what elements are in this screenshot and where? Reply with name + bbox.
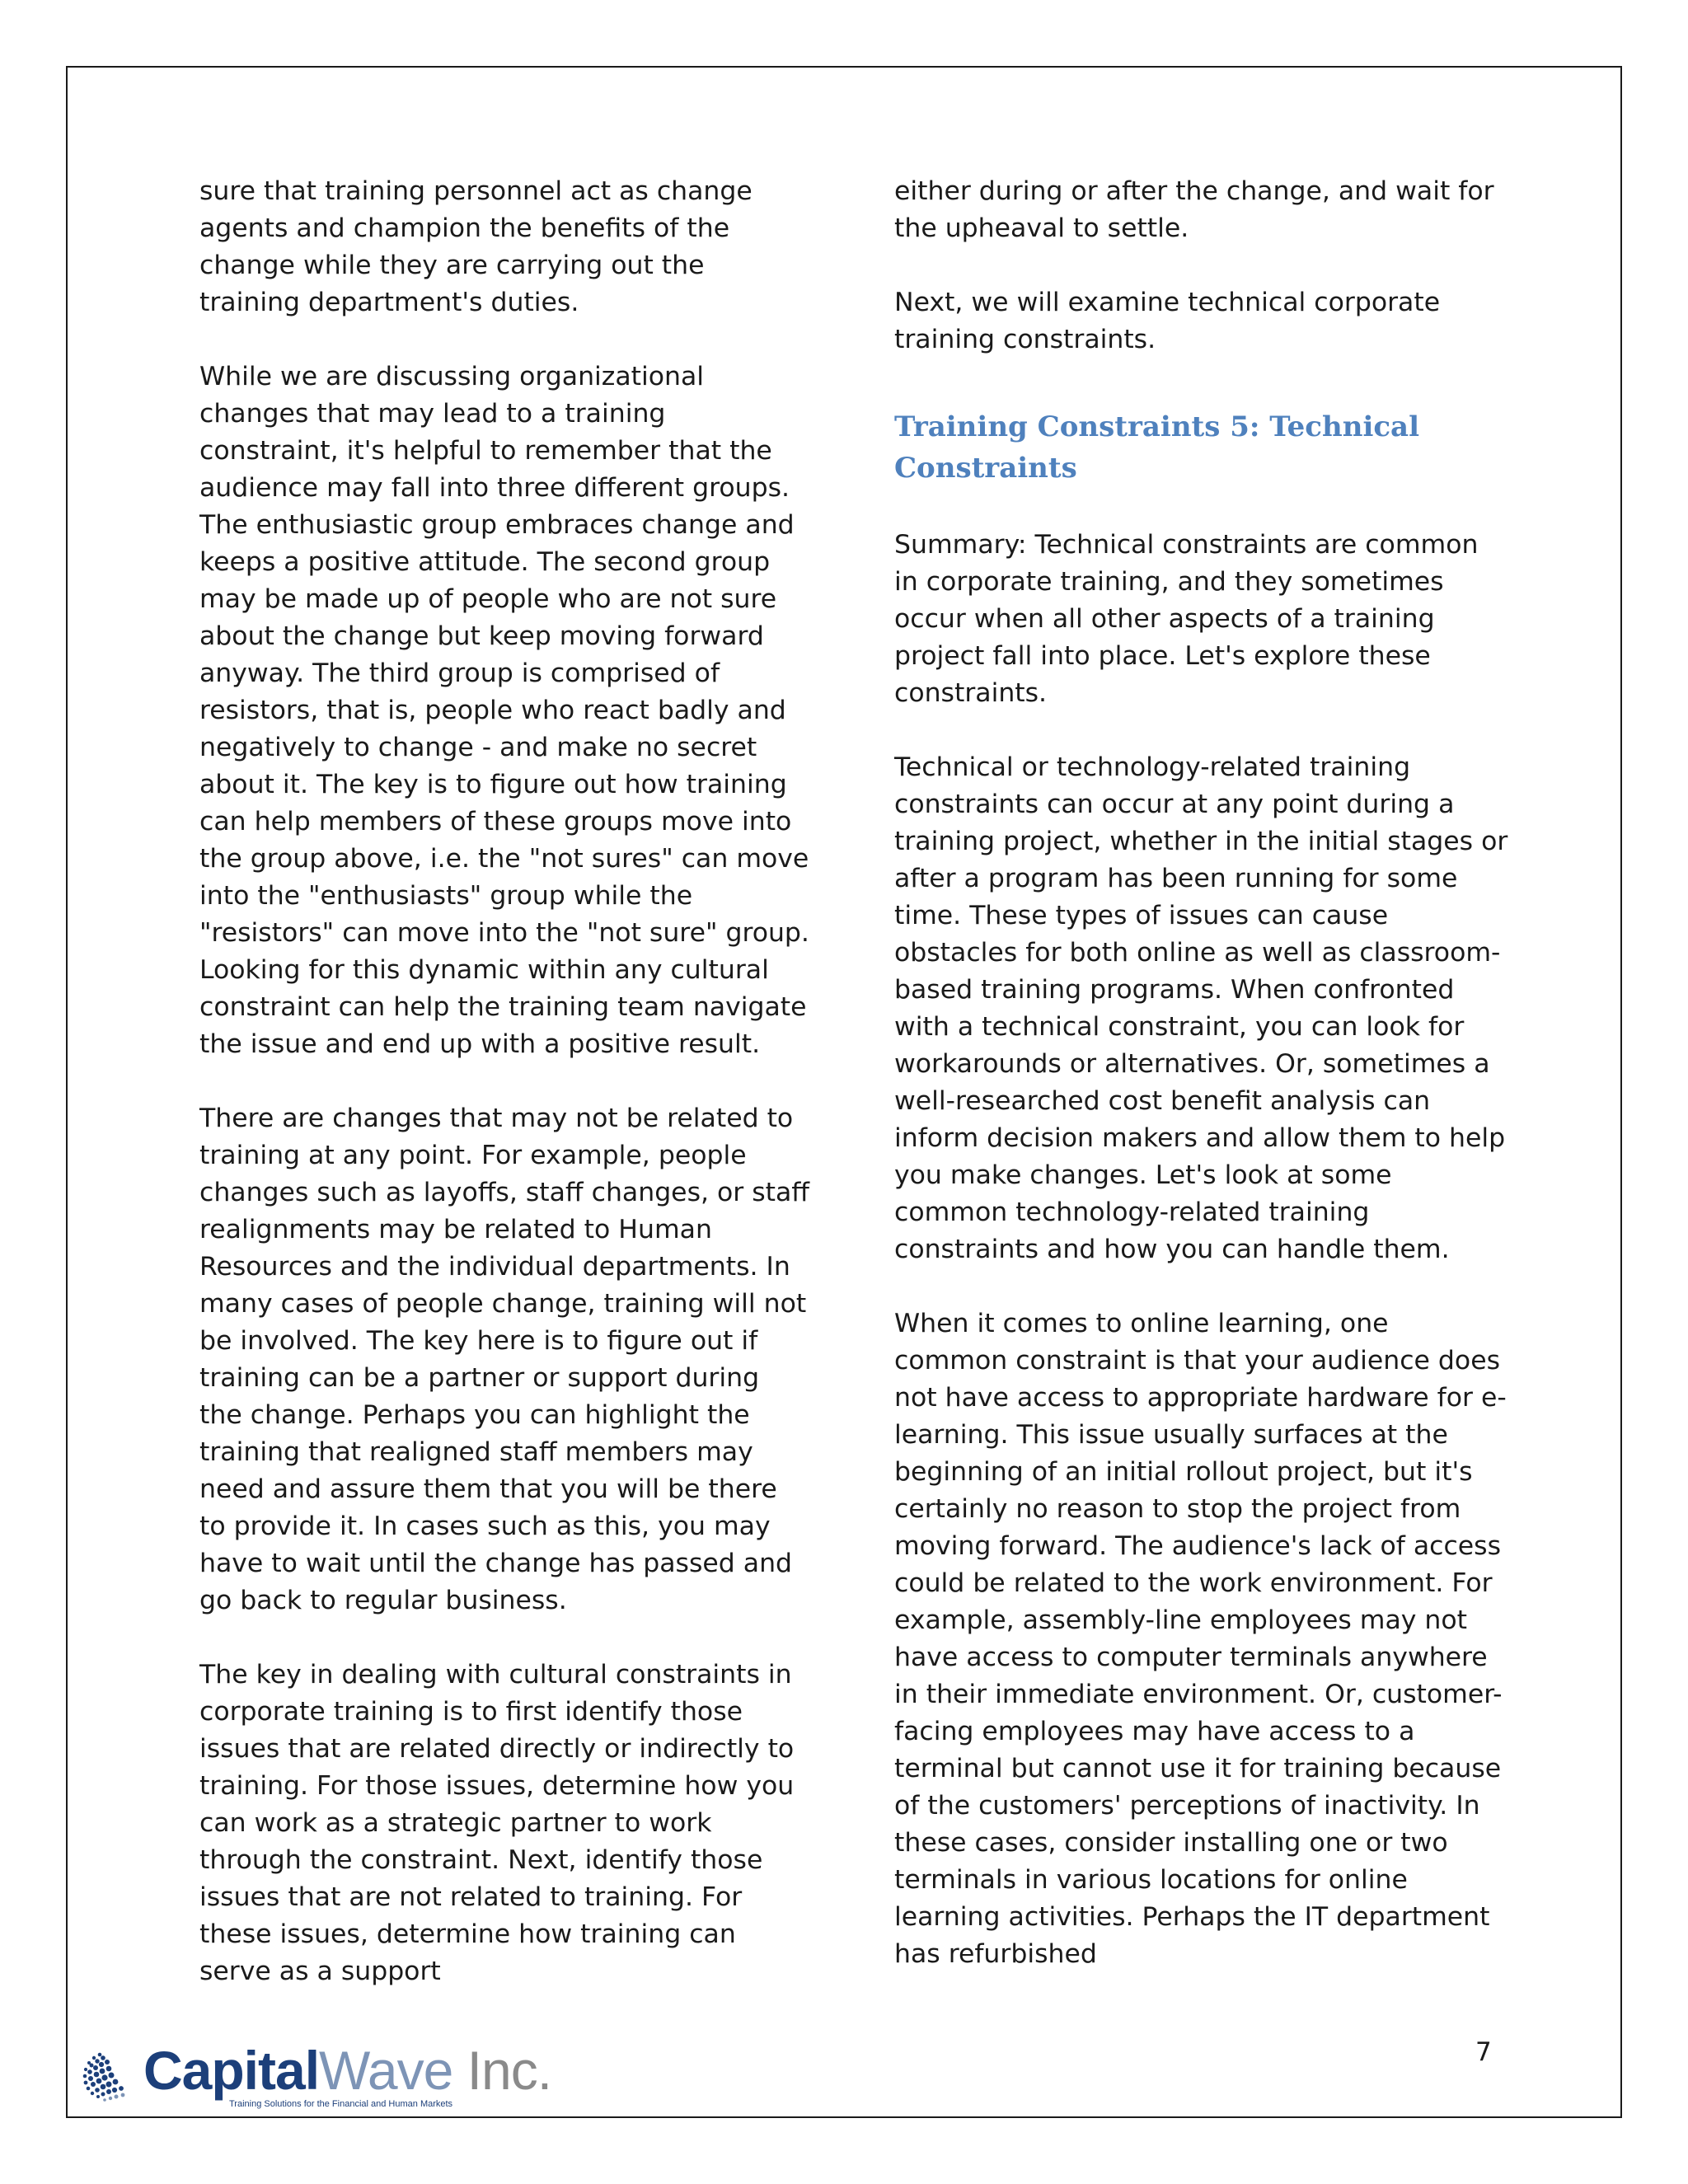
paragraph: sure that training personnel act as change agents and champion the benefits of the change while they are carrying out the training department's duties. <box>199 176 753 317</box>
paragraph: The key in dealing with cultural constraints in corporate training is to first identify those issues that are related directly or indirectly to training. For those issues, determine how you can work as a strategic partner to work through the constraint. Next, identify those issues that are not related to training. For these issues, determine how training can serve as a support <box>199 1660 795 1986</box>
left-column <box>199 173 809 2027</box>
paragraph: There are changes that may not be related to training at any point. For example, people changes such as layoffs, staff changes, or staff realignments may be related to Human Resources and the individual departments. In many cases of people change, training will not be involved. The key here is to figure out if training can be a partner or support during the change. Perhaps you can highlight the training that realigned staff members may need and assure them that you will be there to provide it. In cases such as this, you may have to wait until the change has passed and go back to regular business. <box>199 1104 810 1615</box>
paragraph: either during or after the change, and wait for the upheaval to settle. <box>894 176 1494 243</box>
logo-word-inc: Inc. <box>452 2040 552 2101</box>
paragraph: Next, we will examine technical corporate training constraints. <box>894 288 1441 354</box>
right-column <box>894 173 1508 2010</box>
logo-wordmark <box>143 2040 551 2101</box>
section-heading: Training Constraints 5: Technical Constraints <box>894 410 1420 485</box>
company-logo <box>77 2040 572 2114</box>
logo-word-wave: Wave <box>319 2040 453 2101</box>
paragraph: Technical or technology-related training constraints can occur at any point during a training project, whether in the initial stages or after a program has been running for some time. These types of issues can cause obstacles for both online as well as classroom-based training programs. When confronted with a technical constraint, you can look for workarounds or alternatives. Or, sometimes a well-researched cost benefit analysis can inform decision makers and allow them to help you make changes. Let's look at some common technology-related training constraints and how you can handle them. <box>894 752 1508 1264</box>
paragraph: While we are discussing organizational changes that may lead to a training constraint, it's helpful to remember that the audience may fall into three different groups. The enthusiastic group embraces change and keeps a positive attitude. The second group may be made up of people who are not sure about the change but keep moving forward anyway. The third group is comprised of resistors, that is, people who react badly and negatively to change - and make no secret about it. The key is to figure out how training can help members of these groups move into the group above, i.e. the "not sures" can move into the "enthusiasts" group while the "resistors" can move into the "not sure" group. Looking for this dynamic within any cultural constraint can help the training team navigate the issue and end up with a positive result. <box>199 362 809 1059</box>
paragraph: When it comes to online learning, one common constraint is that your audience does not have access to appropriate hardware for e-learning. This issue usually surfaces at the beginning of an initial rollout project, but it's certainly no reason to stop the project from moving forward. The audience's lack of access could be related to the work environment. For example, assembly-line employees may not have access to computer terminals anywhere in their immediate environment. Or, customer-facing employees may have access to a terminal but cannot use it for training because of the customers' perceptions of inactivity. In these cases, consider installing one or two terminals in various locations for online learning activities. Perhaps the IT department has refurbished <box>894 1309 1507 1969</box>
globe-dots-icon <box>77 2045 138 2106</box>
page-number: 7 <box>1475 2037 1492 2067</box>
logo-word-capital: Capital <box>143 2040 320 2101</box>
paragraph: Summary: Technical constraints are common in corporate training, and they sometimes occur when all other aspects of a training project fall into place. Let's explore these constraints. <box>894 530 1479 708</box>
logo-tagline: Training Solutions for the Financial and Human Markets <box>229 2099 453 2109</box>
